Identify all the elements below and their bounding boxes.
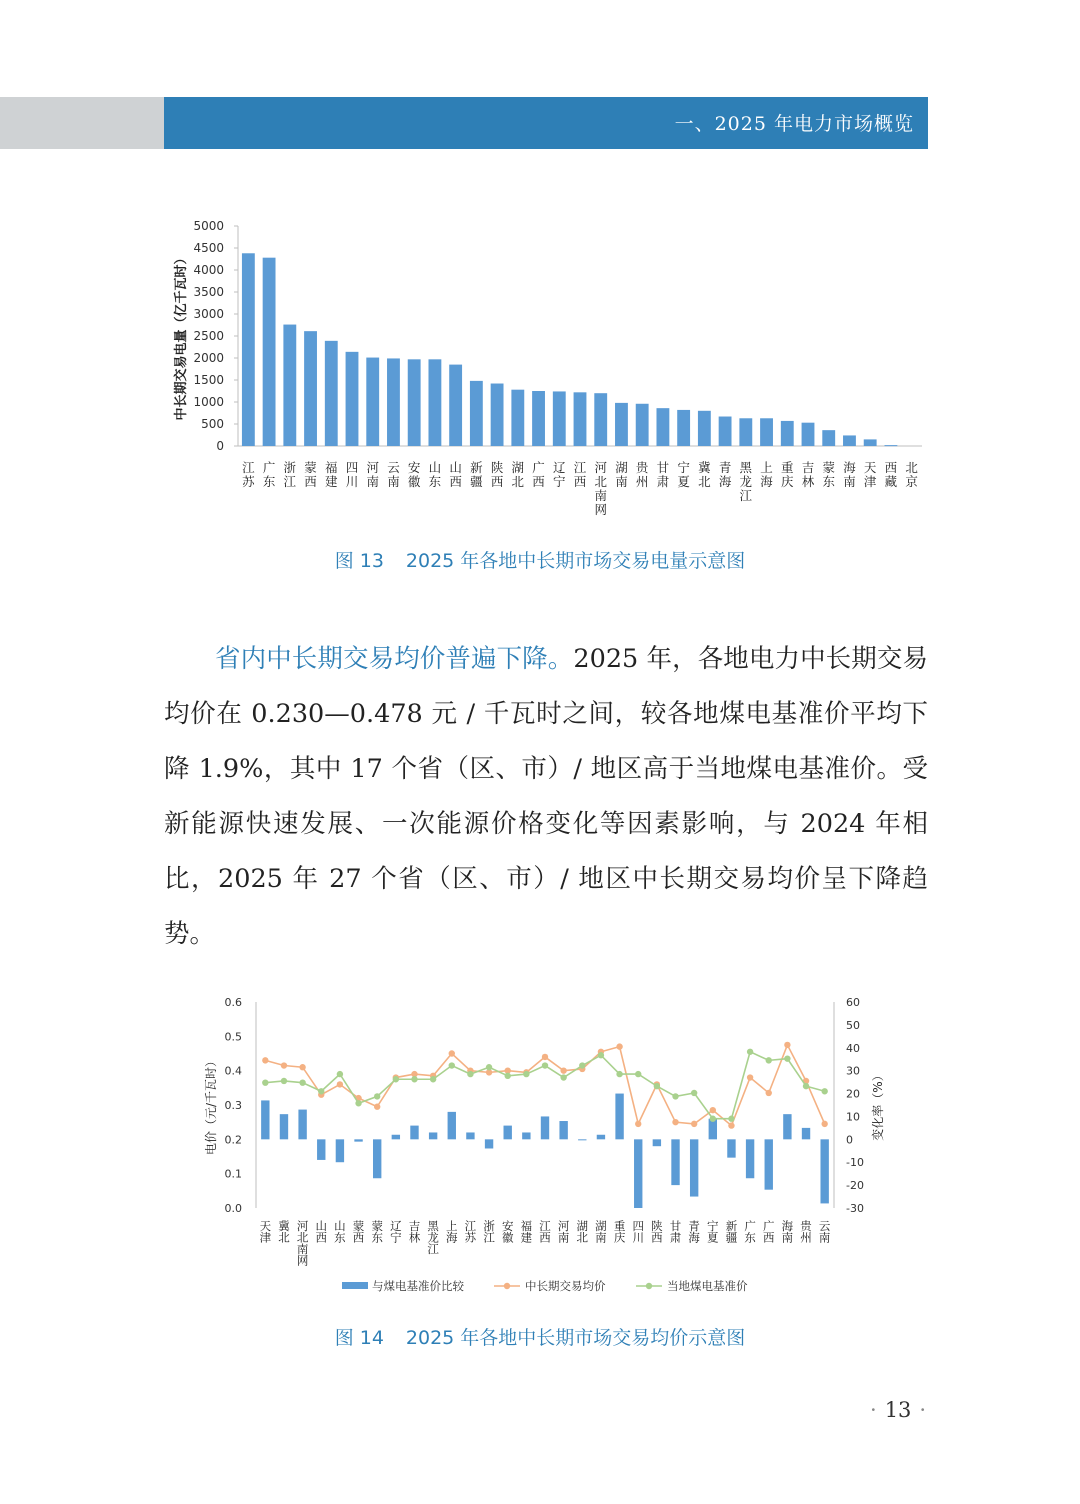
bar-浙江: [283, 325, 296, 446]
bar-广西: [765, 1139, 773, 1189]
bar-辽宁: [553, 391, 566, 446]
bar-吉林: [410, 1126, 418, 1140]
point-series-2: [654, 1083, 660, 1089]
right-axis-label: 变化率（%）: [871, 1069, 885, 1141]
point-series-2: [579, 1062, 585, 1068]
point-series-2: [542, 1062, 548, 1068]
right-tick-label: -30: [846, 1202, 864, 1215]
bar-云南: [387, 358, 400, 446]
x-tick-label: 河北南网: [594, 460, 607, 517]
point-series-2: [262, 1079, 268, 1085]
x-tick-label: 福建: [520, 1219, 533, 1245]
point-series-2: [281, 1078, 287, 1084]
point-series-1: [635, 1121, 641, 1127]
x-tick-label: 蒙东: [822, 460, 835, 489]
bar-广西: [532, 391, 545, 446]
bar-青海: [719, 417, 732, 446]
x-tick-label: 重庆: [613, 1219, 626, 1245]
left-tick-label: 0.3: [224, 1099, 242, 1112]
bar-重庆: [615, 1094, 623, 1140]
x-tick-label: 西藏: [884, 460, 898, 489]
point-series-2: [635, 1071, 641, 1077]
bar-湖北: [511, 390, 524, 446]
point-series-1: [616, 1043, 622, 1049]
legend-line2-marker: [646, 1283, 652, 1289]
left-tick-label: 0.5: [224, 1030, 242, 1044]
x-tick-label: 冀北: [698, 460, 711, 489]
point-series-2: [747, 1049, 753, 1055]
x-tick-label: 吉林: [801, 460, 815, 489]
x-tick-label: 山西: [315, 1219, 328, 1245]
bar-安徽: [408, 359, 421, 446]
x-tick-label: 上海: [446, 1219, 458, 1245]
chart-14: [0, 980, 1080, 1310]
point-series-2: [560, 1074, 566, 1080]
bar-广东: [263, 258, 276, 446]
bar-重庆: [781, 421, 794, 446]
point-series-2: [728, 1116, 734, 1122]
bar-甘肃: [656, 408, 669, 446]
x-tick-label: 吉林: [408, 1219, 421, 1245]
bar-江西: [541, 1116, 549, 1139]
point-series-2: [784, 1055, 790, 1061]
x-tick-label: 黑龙江: [427, 1219, 439, 1256]
bar-河北南网: [594, 393, 607, 446]
point-series-1: [710, 1107, 716, 1113]
bar-蒙东: [822, 430, 835, 446]
bar-新疆: [470, 381, 483, 446]
x-tick-label: 贵州: [635, 460, 649, 489]
paragraph-lead: 省内中长期交易均价普遍下降。: [215, 644, 574, 674]
right-tick-label: -20: [846, 1179, 864, 1193]
x-tick-label: 江西: [539, 1219, 551, 1245]
right-tick-label: -10: [846, 1156, 864, 1170]
bar-浙江: [485, 1139, 493, 1148]
left-tick-label: 0.2: [224, 1133, 242, 1147]
x-tick-label: 黑龙江: [739, 460, 753, 503]
bar-福建: [325, 341, 338, 446]
x-tick-label: 海南: [781, 1219, 794, 1245]
x-tick-label: 青海: [718, 460, 732, 489]
point-series-1: [747, 1074, 753, 1080]
point-series-2: [337, 1071, 343, 1077]
bar-山东: [428, 359, 441, 446]
page-dot-left: ·: [870, 1398, 877, 1422]
x-tick-label: 蒙西: [304, 460, 317, 489]
bar-青海: [690, 1139, 698, 1196]
bar-四川: [346, 352, 359, 446]
point-series-1: [374, 1104, 380, 1110]
x-tick-label: 重庆: [781, 460, 794, 489]
bar-西藏: [884, 445, 897, 446]
figure-14-caption: [0, 1323, 1080, 1350]
x-tick-label: 海南: [843, 460, 856, 489]
x-tick-label: 云南: [818, 1219, 831, 1245]
y-axis-label: 中长期交易电量（亿千瓦时）: [174, 251, 189, 421]
point-series-1: [337, 1081, 343, 1087]
point-series-2: [598, 1052, 604, 1058]
x-tick-label: 山东: [334, 1219, 346, 1245]
legend-line1-label: 中长期交易均价: [525, 1279, 606, 1293]
x-tick-label: 辽宁: [553, 460, 566, 489]
x-tick-label: 北京: [905, 460, 918, 489]
x-tick-label: 四川: [345, 460, 359, 489]
x-tick-label: 广东: [262, 460, 276, 489]
paragraph-body: 2025 年，各地电力中长期交易均价在 0.230—0.478 元 / 千瓦时之间，较各地煤电基准价平均下降 1.9%，其中 17 个省（区、市）/ 地区高于当地煤电基准价。受新能源快速发展、一次能源价格变化等因素影响，与 2024 年相比，2025 年 27 个省（区、市）/ 地区中长期交易均价呈下降趋势。: [164, 644, 928, 949]
header-grey-band: [0, 97, 164, 149]
point-series-2: [411, 1076, 417, 1082]
x-tick-label: 河南: [366, 460, 379, 489]
point-series-2: [467, 1071, 473, 1077]
point-series-1: [691, 1121, 697, 1127]
bar-黑龙江: [429, 1132, 437, 1139]
y-tick-label: 5000: [193, 219, 224, 233]
left-tick-label: 0.0: [224, 1202, 242, 1215]
legend-line1-marker: [504, 1283, 510, 1289]
point-series-2: [486, 1064, 492, 1070]
point-series-2: [672, 1093, 678, 1099]
figure-14-number: 图 14: [334, 1327, 384, 1349]
point-series-2: [821, 1088, 827, 1094]
point-series-2: [318, 1088, 324, 1094]
bar-冀北: [280, 1114, 288, 1139]
right-tick-label: 60: [846, 996, 860, 1009]
x-tick-label: 安徽: [407, 460, 421, 489]
x-tick-label: 贵州: [800, 1219, 812, 1245]
point-series-2: [691, 1090, 697, 1096]
x-tick-label: 上海: [760, 460, 773, 489]
bar-湖南: [597, 1135, 605, 1140]
x-tick-label: 浙江: [483, 1219, 495, 1245]
bar-湖北: [578, 1139, 586, 1140]
point-series-1: [784, 1042, 790, 1048]
x-tick-label: 宁夏: [707, 1219, 719, 1245]
x-tick-label: 河北南网: [296, 1219, 309, 1268]
left-tick-label: 0.6: [224, 996, 242, 1009]
y-tick-label: 3500: [193, 285, 224, 299]
x-tick-label: 江苏: [464, 1219, 477, 1245]
y-tick-label: 2000: [193, 351, 224, 365]
y-tick-label: 3000: [193, 307, 224, 321]
bar-海南: [783, 1114, 791, 1139]
bar-广东: [746, 1139, 754, 1178]
y-tick-label: 500: [201, 417, 224, 431]
point-series-1: [299, 1064, 305, 1070]
left-tick-label: 0.1: [224, 1167, 242, 1181]
point-series-1: [766, 1090, 772, 1096]
x-tick-label: 广西: [532, 460, 545, 489]
x-tick-label: 河南: [557, 1219, 570, 1245]
right-tick-label: 10: [846, 1110, 860, 1124]
bar-河南: [366, 358, 379, 446]
page-dot-right: ·: [919, 1398, 927, 1422]
x-tick-label: 天津: [863, 460, 877, 489]
x-tick-label: 甘肃: [656, 460, 670, 489]
x-tick-label: 辽宁: [390, 1219, 402, 1245]
x-tick-label: 江苏: [242, 460, 255, 489]
bar-蒙西: [354, 1139, 362, 1141]
bar-蒙东: [373, 1139, 381, 1178]
bar-江苏: [466, 1132, 474, 1139]
body-paragraph: [164, 632, 928, 962]
point-series-1: [821, 1121, 827, 1127]
point-series-2: [616, 1071, 622, 1077]
x-tick-label: 新疆: [470, 460, 483, 489]
bar-江苏: [242, 253, 255, 446]
bar-蒙西: [304, 331, 317, 446]
figure-13-title: 2025 年各地中长期市场交易电量示意图: [405, 550, 746, 572]
right-tick-label: 0: [846, 1133, 853, 1147]
x-tick-label: 天津: [259, 1219, 272, 1245]
bar-陕西: [653, 1139, 661, 1146]
x-tick-label: 新疆: [725, 1219, 738, 1245]
x-tick-label: 甘肃: [669, 1219, 682, 1245]
point-series-1: [672, 1119, 678, 1125]
right-tick-label: 40: [846, 1041, 860, 1055]
y-tick-label: 1000: [193, 395, 224, 409]
x-tick-label: 安徽: [501, 1219, 514, 1245]
bar-安徽: [504, 1126, 512, 1140]
bar-天津: [864, 439, 877, 446]
point-series-2: [505, 1073, 511, 1079]
x-tick-label: 陕西: [651, 1219, 663, 1245]
y-tick-label: 0: [216, 439, 224, 453]
bar-新疆: [727, 1139, 735, 1157]
point-series-2: [803, 1083, 809, 1089]
y-tick-label: 4500: [193, 241, 224, 255]
bar-江西: [574, 392, 587, 446]
page-number: [862, 1398, 934, 1422]
bar-冀北: [698, 411, 711, 446]
bar-上海: [448, 1112, 456, 1139]
legend-line2-label: 当地煤电基准价: [667, 1279, 748, 1293]
point-series-1: [262, 1057, 268, 1063]
point-series-1: [281, 1062, 287, 1068]
point-series-2: [393, 1076, 399, 1082]
point-series-2: [710, 1116, 716, 1122]
bar-云南: [820, 1139, 828, 1203]
x-tick-label: 青海: [688, 1219, 700, 1245]
x-tick-label: 广东: [744, 1219, 756, 1245]
figure-14-title: 2025 年各地中长期市场交易均价示意图: [405, 1327, 746, 1349]
point-series-1: [728, 1122, 734, 1128]
point-series-1: [449, 1050, 455, 1056]
left-axis-label: 电价（元/千瓦时）: [204, 1054, 218, 1156]
right-tick-label: 20: [846, 1087, 860, 1101]
bar-甘肃: [671, 1139, 679, 1185]
point-series-2: [766, 1057, 772, 1063]
x-tick-label: 蒙西: [352, 1219, 365, 1245]
x-tick-label: 四川: [632, 1219, 644, 1245]
point-series-2: [430, 1076, 436, 1082]
bar-贵州: [802, 1128, 810, 1139]
page-number-value: 13: [884, 1398, 912, 1422]
y-tick-label: 1500: [193, 373, 224, 387]
bar-上海: [760, 418, 773, 446]
bar-河南: [559, 1121, 567, 1139]
bar-山西: [317, 1139, 325, 1160]
x-tick-label: 山东: [428, 460, 442, 489]
point-series-2: [523, 1071, 529, 1077]
legend-bar-swatch: [342, 1282, 368, 1289]
x-tick-label: 浙江: [283, 460, 297, 489]
bar-黑龙江: [739, 418, 752, 446]
figure-13-number: 图 13: [334, 550, 384, 572]
x-tick-label: 湖北: [576, 1219, 589, 1245]
right-tick-label: 30: [846, 1064, 860, 1078]
bar-河北南网: [298, 1110, 306, 1140]
bar-山西: [449, 365, 462, 446]
header-band: [164, 97, 928, 149]
x-tick-label: 湖南: [595, 1219, 607, 1245]
x-tick-label: 广西: [762, 1219, 775, 1245]
x-tick-label: 蒙东: [371, 1219, 383, 1245]
y-tick-label: 2500: [193, 329, 224, 343]
x-tick-label: 湖南: [615, 460, 628, 489]
x-tick-label: 宁夏: [677, 460, 690, 489]
x-tick-label: 山西: [449, 460, 462, 489]
x-tick-label: 江西: [573, 460, 587, 489]
point-series-1: [560, 1067, 566, 1073]
point-series-2: [449, 1062, 455, 1068]
bar-湖南: [615, 403, 628, 446]
point-series-2: [299, 1079, 305, 1085]
bar-宁夏: [677, 410, 690, 446]
x-tick-label: 陕西: [490, 460, 504, 489]
bar-四川: [634, 1139, 642, 1208]
right-tick-label: 50: [846, 1018, 860, 1032]
left-tick-label: 0.4: [224, 1064, 242, 1078]
bar-辽宁: [392, 1135, 400, 1140]
x-tick-label: 福建: [325, 460, 338, 489]
x-tick-label: 冀北: [278, 1219, 290, 1245]
bar-天津: [261, 1100, 269, 1139]
x-tick-label: 湖北: [511, 460, 525, 489]
bar-陕西: [491, 384, 504, 446]
point-series-2: [374, 1093, 380, 1099]
bar-海南: [843, 435, 856, 446]
header-title: 一、2025 年电力市场概览: [674, 113, 914, 135]
x-tick-label: 云南: [387, 460, 400, 489]
point-series-2: [355, 1100, 361, 1106]
y-tick-label: 4000: [193, 263, 224, 277]
figure-13-caption: [0, 546, 1080, 573]
point-series-1: [542, 1054, 548, 1060]
line-series-2: [265, 1052, 824, 1119]
bar-山东: [336, 1139, 344, 1162]
legend-bar-label: 与煤电基准价比较: [372, 1279, 464, 1293]
bar-吉林: [802, 423, 815, 446]
bar-贵州: [636, 404, 649, 446]
bar-福建: [522, 1132, 530, 1139]
